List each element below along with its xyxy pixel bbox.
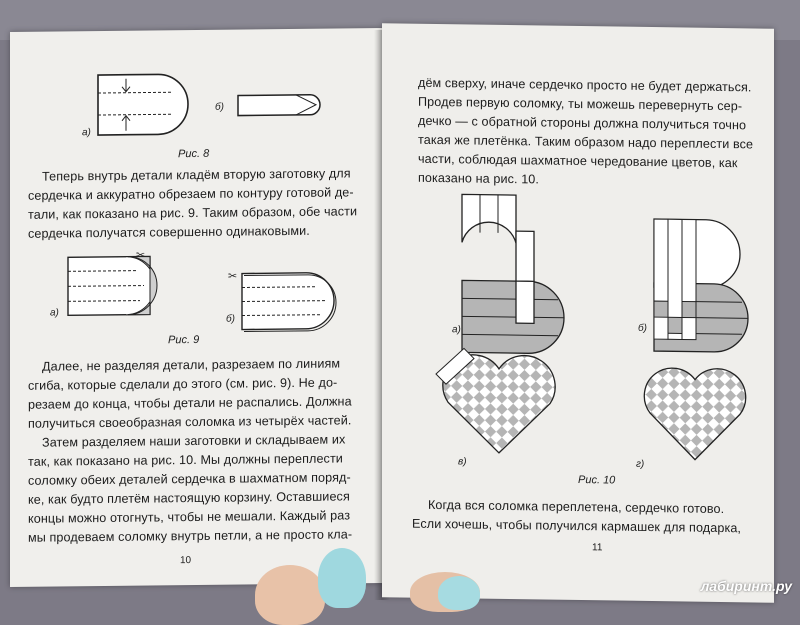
page-number-left: 10 (180, 555, 192, 567)
fig10-caption: Рис. 10 (578, 474, 616, 487)
page-number-right: 11 (592, 542, 603, 554)
paragraph-line: соломку обеих деталей сердечка в шахматном поряд- (28, 470, 351, 488)
fig10b-diagram (650, 217, 750, 358)
fig10c-diagram (434, 346, 564, 458)
fig8-caption: Рис. 8 (178, 147, 210, 161)
left-page (10, 28, 382, 587)
fig10-label-b: б) (638, 322, 647, 334)
paragraph-line: ке, как будто плетём настоящую корзину. Оставшиеся (28, 489, 350, 507)
paragraph-line: Если хочешь, чтобы получился кармашек для подарка, (412, 516, 742, 536)
fig9-label-a: а) (50, 307, 59, 319)
paragraph-line: показано на рис. 10. (418, 170, 540, 187)
paragraph-line: Когда вся соломка переплетена, сердечко готово. (428, 497, 725, 517)
paragraph-line: Затем разделяем наши заготовки и складываем их (42, 432, 346, 450)
paragraph-line: мы продеваем соломку внутрь петли, а не просто кла- (28, 527, 353, 545)
fig9a-diagram (66, 248, 166, 319)
paragraph-line: концы можно отогнуть, чтобы не мешали. Каждый раз (28, 508, 351, 526)
fig10-label-c: в) (458, 456, 467, 468)
fig10a-diagram (458, 192, 578, 354)
fig8-label-b: б) (215, 101, 224, 113)
paragraph-line: Продев первую соломку, ты можешь перевернуть сер- (418, 94, 743, 114)
svg-text:✂: ✂ (228, 270, 238, 283)
paragraph-line: дём сверху, иначе сердечко просто не будет держаться. (418, 75, 752, 95)
paragraph-line: так, как показано на рис. 10. Мы должны переплести (28, 451, 343, 469)
paragraph-line: сгиба, которые сделали до этого (см. рис. 9). Не до- (28, 375, 338, 393)
fig8a-diagram (96, 70, 206, 141)
paragraph-line: сердечка и аккуратно обрезаем по контуру готовой де- (28, 185, 354, 203)
paragraph-line: получиться своеобразная соломка из четырёх частей. (28, 413, 352, 431)
fig9-label-b: б) (226, 313, 235, 325)
paragraph-line: тали, как показано на рис. 9. Таким образом, обе части (28, 204, 358, 222)
paragraph-line: сердечка получатся совершенно одинаковыми. (28, 223, 310, 241)
fig8-label-a: а) (82, 127, 91, 139)
fig9b-diagram (228, 264, 346, 335)
finger-left (255, 565, 325, 625)
fingernail-right (438, 576, 480, 610)
right-page (382, 23, 774, 602)
paragraph-line: Далее, не разделяя детали, разрезаем по линиям (42, 356, 341, 374)
fig10-label-a: а) (452, 324, 461, 336)
fig10d-diagram (640, 355, 750, 467)
watermark: лабиринт.ру (700, 578, 792, 594)
fig9-caption: Рис. 9 (168, 333, 200, 347)
svg-text:✂: ✂ (136, 249, 146, 262)
paragraph-line: части, соблюдая шахматное чередование цветов, как (418, 151, 738, 171)
fingernail-left (318, 548, 366, 608)
paragraph-line: дечко — с обратной стороны должна получиться точно (418, 113, 747, 133)
fig8b-diagram (236, 93, 326, 118)
fig10-label-d: г) (636, 458, 645, 470)
paragraph-line: такая же плетёнка. Таким образом надо переплести все (418, 132, 754, 152)
paragraph-line: резаем до конца, чтобы детали не распались. Должна (28, 394, 352, 412)
paragraph-line: Теперь внутрь детали кладём вторую заготовку для (42, 166, 351, 184)
